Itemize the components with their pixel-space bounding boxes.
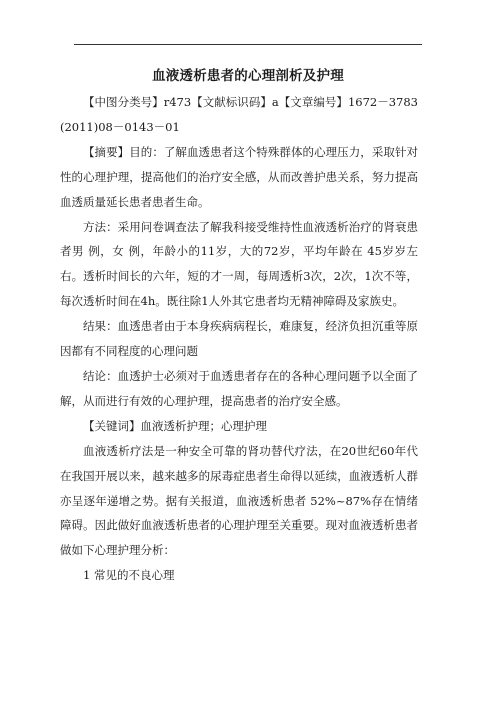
article-title: 血液透析患者的心理剖析及护理 — [152, 68, 344, 84]
section-heading: 1 常见的不良心理 — [83, 568, 175, 583]
abstract-objective: 【摘要】目的：了解血透患者这个特殊群体的心理压力，采取针对性的心理护理，提高他们的治疗安全感，从而改善护患关系，努力提高血透质量延长患者患者生命。 — [60, 144, 418, 209]
classification-line: 【中图分类号】r473【文献标识码】a【文章编号】1672－3783(2011)08－0143－01 — [60, 95, 418, 134]
keywords-line: 【关键词】血液透析护理；心理护理 — [83, 418, 267, 433]
abstract-results: 结果：血透患者由于本身疾病病程长，难康复，经济负担沉重等原因都有不同程度的心理问题 — [60, 319, 418, 359]
abstract-conclusion: 结论：血透护士必须对于血透患者存在的各种心理问题予以全面了解，从而进行有效的心理护理，提高患者的治疗安全感。 — [60, 368, 418, 408]
abstract-methods: 方法：采用问卷调查法了解我科接受维持性血液透析治疗的肾衰患者男 例，女 例，年龄小的11岁，大的72岁，平均年龄在 45岁岁左右。透析时间长的六年，短的才一周，每周透析3次，2次，1次不等，每次透析时间在4h。既往除1人外其它患者均无精神障碍及家族史。 — [60, 219, 418, 309]
intro-paragraph: 血液透析疗法是一种安全可靠的肾功替代疗法，在20世纪60年代在我国开展以来，越来越多的尿毒症患者生命得以延续，血液透析人群亦呈逐年递增之势。据有关报道，血液透析患者 52%~87%存在情绪障碍。因此做好血液透析患者的心理护理至关重要。现对血液透析患者做如下心理护理分析： — [60, 443, 418, 558]
article-body — [60, 90, 418, 588]
header-rule — [74, 44, 422, 45]
